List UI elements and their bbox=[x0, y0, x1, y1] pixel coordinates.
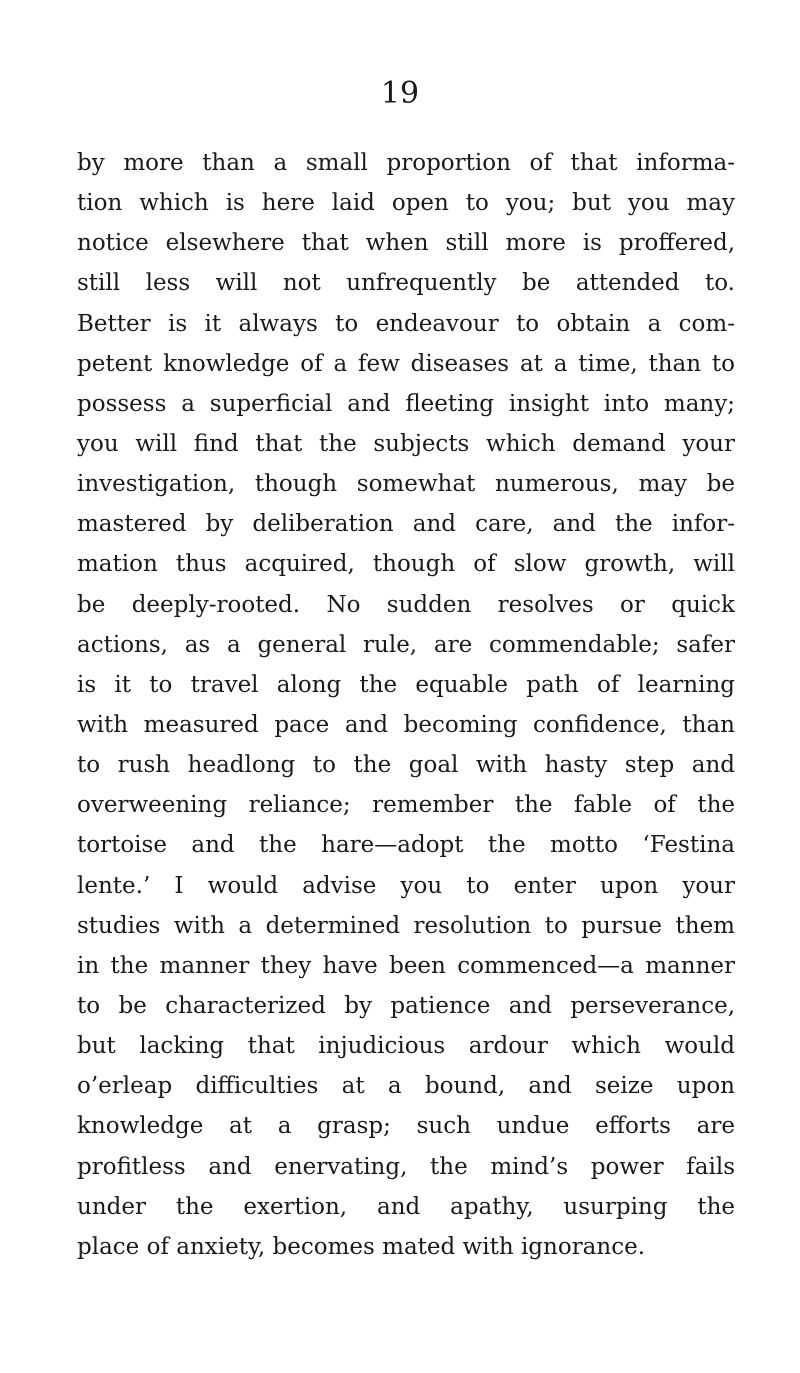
text-line: you will find that the subjects which demand your bbox=[77, 430, 735, 457]
text-line: Better is it always to endeavour to obtain a com- bbox=[77, 310, 735, 337]
page-number: 19 bbox=[380, 76, 420, 111]
text-line: lente.’ I would advise you to enter upon your bbox=[77, 872, 735, 899]
text-line: with measured pace and becoming confidence, than bbox=[77, 711, 735, 738]
text-line: place of anxiety, becomes mated with ignorance. bbox=[77, 1233, 646, 1260]
text-line: be deeply-rooted. No sudden resolves or quick bbox=[77, 591, 735, 618]
text-line: mation thus acquired, though of slow growth, will bbox=[77, 551, 735, 578]
text-line: in the manner they have been commenced—a manner bbox=[77, 952, 735, 979]
text-line: possess a superficial and fleeting insight into many; bbox=[77, 390, 735, 417]
text-line: under the exertion, and apathy, usurping the bbox=[77, 1193, 735, 1220]
text-line: knowledge at a grasp; such undue efforts are bbox=[77, 1113, 735, 1140]
text-line: o’erleap difficulties at a bound, and seize upon bbox=[77, 1073, 735, 1100]
text-line: investigation, though somewhat numerous, may be bbox=[77, 471, 735, 498]
text-line: actions, as a general rule, are commendable; safer bbox=[77, 631, 735, 658]
text-line: profitless and enervating, the mind’s power fails bbox=[77, 1153, 735, 1180]
text-line: tion which is here laid open to you; but you may bbox=[77, 190, 735, 217]
text-line: by more than a small proportion of that informa- bbox=[77, 150, 735, 176]
text-line: petent knowledge of a few diseases at a time, than to bbox=[77, 350, 735, 377]
text-line: to rush headlong to the goal with hasty step and bbox=[77, 752, 735, 779]
text-line: studies with a determined resolution to pursue them bbox=[77, 912, 735, 939]
body-paragraph bbox=[77, 143, 735, 1267]
text-line: mastered by deliberation and care, and the infor- bbox=[77, 511, 735, 538]
text-line: still less will not unfrequently be attended to. bbox=[77, 270, 735, 297]
text-line: overweening reliance; remember the fable of the bbox=[77, 792, 735, 819]
text-line: is it to travel along the equable path of learning bbox=[77, 671, 735, 698]
text-line: to be characterized by patience and perseverance, bbox=[77, 992, 735, 1019]
text-line: but lacking that injudicious ardour which would bbox=[77, 1033, 735, 1060]
text-line: tortoise and the hare—adopt the motto ‘Festina bbox=[77, 832, 735, 859]
text-line: notice elsewhere that when still more is proffered, bbox=[77, 230, 735, 257]
